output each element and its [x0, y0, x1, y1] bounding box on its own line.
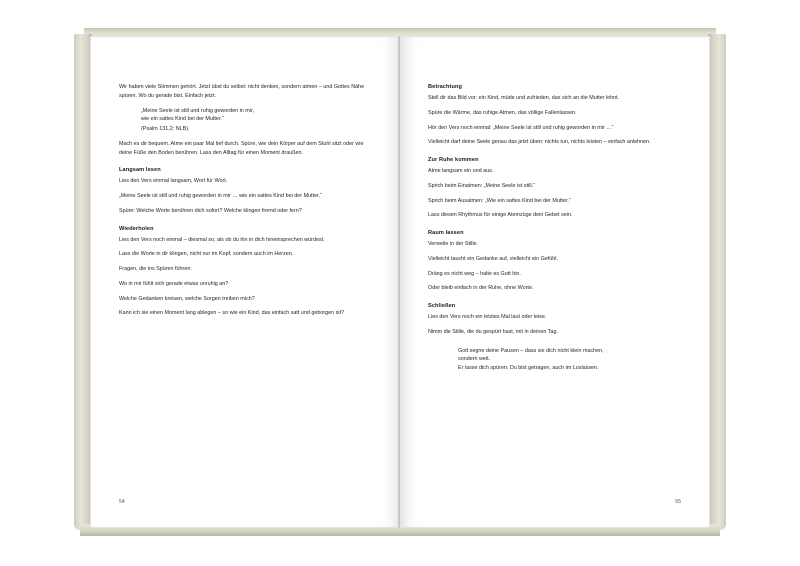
verse-line: „Meine Seele ist still und ruhig geworden in mir, — [141, 107, 254, 114]
verse-reference: (Psalm 131,2; NLB). — [141, 126, 190, 132]
paragraph: Lass die Worte in dir klingen, nicht nur im Kopf, sondern auch im Herzen. — [119, 251, 294, 258]
page-number-left: 54 — [119, 499, 125, 505]
paragraph: Sprich beim Einatmen: „Meine Seele ist still.“ — [428, 182, 535, 189]
paragraph: Welche Gedanken kreisen, welche Sorgen treiben mich? — [119, 295, 255, 302]
paragraph: Fragen, die ins Spüren führen: — [119, 266, 192, 273]
paragraph: Oder bleib einfach in der Ruhe, ohne Worte. — [428, 285, 534, 292]
section-heading: Schließen — [428, 303, 456, 310]
page-number-right: 55 — [675, 499, 681, 505]
paragraph: Stell dir das Bild vor: ein Kind, müde und zufrieden, das sich an die Mutter lehnt. — [428, 95, 620, 102]
paragraph: Wo in mir fühlt sich gerade etwas unruhig an? — [119, 280, 229, 287]
paragraph: Vielleicht darf deine Seele genau das jetzt üben: nichts tun, nichts leisten – einfach anlehnen. — [428, 139, 651, 146]
page-left — [90, 36, 400, 528]
section-heading: Wiederholen — [119, 225, 154, 232]
page-right-text-column — [428, 83, 680, 373]
paragraph: Kann ich sie einen Moment lang ablegen – so wie ein Kind, das einfach satt und geborgen ist? — [119, 310, 345, 317]
paragraph: Verweile in der Stille. — [428, 241, 479, 248]
paragraph: Spüre: Welche Worte berühren dich sofort? Welche klingen fremd oder fern? — [119, 207, 302, 214]
open-book — [74, 28, 726, 536]
section-heading: Langsam lesen — [119, 167, 161, 174]
section-heading: Raum lassen — [428, 230, 464, 237]
paragraph: Lies den Vers noch einmal – diesmal so, als ob du ihn in dich hineinsprechen würdest. — [119, 236, 325, 243]
paragraph: Wir haben viele Stimmen gehört. Jetzt übst du selbst: nicht denken, sondern atmen – und Gottes Nähe spüren. Wo du gerade bist. Einfach jetzt. — [119, 84, 365, 99]
paragraph: „Meine Seele ist still und ruhig geworden in mir … wie ein sattes Kind bei der Mutter.“ — [119, 193, 322, 200]
paragraph: Lies den Vers einmal langsam, Wort für Wort. — [119, 178, 228, 185]
section-heading: Betrachtung — [428, 84, 463, 90]
paragraph: Sprich beim Ausatmen: „Wie ein sattes Kind bei der Mutter.“ — [428, 197, 571, 204]
paragraph: Lass diesen Rhythmus für einige Atemzüge dein Gebet sein. — [428, 212, 573, 219]
paragraph: Dräng es nicht weg – halte es Gott hin. — [428, 270, 521, 277]
verse-line: wie ein sattes Kind bei der Mutter.“ — [141, 116, 224, 123]
paragraph: Spüre die Wärme, das ruhige Atmen, das völlige Fallenlassen. — [428, 109, 577, 116]
paragraph: Nimm die Stille, die du gespürt hast, mit in deinen Tag. — [428, 328, 558, 335]
page-left-text-column — [119, 83, 369, 324]
section-heading: Zur Ruhe kommen — [428, 157, 479, 164]
book-right-edge — [708, 34, 726, 530]
blessing-line: sondern weit. — [458, 356, 491, 363]
paragraph: Hör den Vers noch einmal: „Meine Seele ist still und ruhig geworden in mir …“ — [428, 124, 614, 131]
scripture-quote — [119, 107, 369, 134]
blessing-line: Gott segne deine Pausen – dass sie dich nicht klein machen, — [458, 347, 604, 354]
paragraph: Lies den Vers noch ein letztes Mal laut oder leise. — [428, 314, 547, 321]
paragraph: Vielleicht taucht ein Gedanke auf, vielleicht ein Gefühl. — [428, 255, 558, 262]
page-right — [400, 36, 710, 528]
closing-blessing — [428, 347, 680, 373]
blessing-line: Er lasse dich spüren: Du bist getragen, auch im Loslassen. — [458, 365, 599, 372]
paragraph: Mach es dir bequem. Atme ein paar Mal tief durch. Spüre, wie dein Körper auf dem Stuhl sitzt oder wie deine Füße den Boden berühren. Lass den Alltag für einen Moment draußen. — [119, 140, 364, 156]
paragraph: Atme langsam ein und aus. — [428, 168, 494, 175]
